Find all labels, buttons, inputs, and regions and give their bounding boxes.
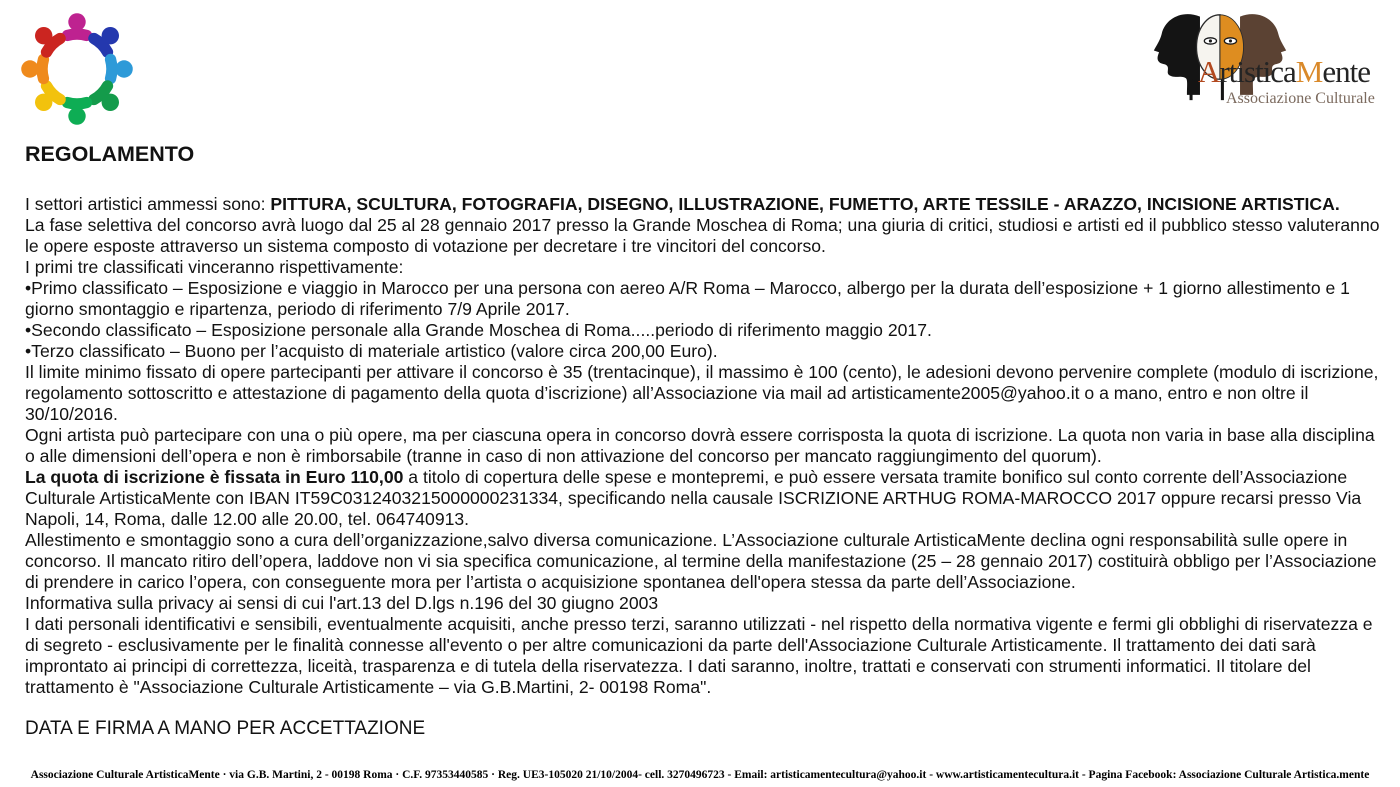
brand-letter-m: M [1295,54,1323,89]
paragraph: •Primo classificato – Esposizione e viaggio in Marocco per una persona con aereo A/R Roma – Marocco, albergo per la durata dell’esposizione + 1 giorno allestimento e 1 giorno smontaggio e ripartenza, periodo di riferimento 7/9 Aprile 2017. [25,278,1350,319]
footer-text: Associazione Culturale ArtisticaMente · via G.B. Martini, 2 - 00198 Roma · C.F. 97353440585 · Reg. UE3-105020 21/10/2004- cell. 3270496723 - Email: artisticamentecultura@yahoo.it - www.artisticamentecultura.it - Pagina Facebook: Associazione Culturale Artistica.mente [30,769,1370,781]
page-title: REGOLAMENTO [25,142,195,166]
people-circle-logo [16,5,138,133]
brand-letter-a: A [1198,54,1220,89]
brand-name [1198,54,1370,90]
paragraph: La fase selettiva del concorso avrà luogo dal 25 al 28 gennaio 2017 presso la Grande Moschea di Roma; una giuria di critici, studiosi e artisti ed il pubblico stesso valuteranno le opere esposte attraverso un sistema composto di votazione per decretare i tre vincitori del concorso. [25,215,1380,256]
body-text [25,194,1382,698]
paragraph: I settori artistici ammessi sono: PITTURA, SCULTURA, FOTOGRAFIA, DISEGNO, ILLUSTRAZIONE, FUMETTO, ARTE TESSILE - ARAZZO, INCISIONE ARTISTICA. [25,194,1340,214]
paragraph: Informativa sulla privacy ai sensi di cui l'art.13 del D.lgs n.196 del 30 giugno 2003 [25,593,659,613]
brand-text: ente [1322,54,1370,89]
brand-subtitle: Associazione Culturale [1226,90,1375,107]
document-content [25,142,1382,740]
paragraph: Il limite minimo fissato di opere partecipanti per attivare il concorso è 35 (trentacinque), il massimo è 100 (cento), le adesioni devono pervenire complete (modulo di iscrizione, regolamento sottoscritto e attestazione di pagamento della quota d’iscrizione) all’Associazione via mail ad artisticamente2005@yahoo.it o a mano, entro e non oltre il 30/10/2016. [25,362,1379,424]
acceptance-line: DATA E FIRMA A MANO PER ACCETTAZIONE [25,718,426,739]
paragraph: I dati personali identificativi e sensibili, eventualmente acquisiti, anche presso terzi, saranno utilizzati - nel rispetto della normativa vigente e fermi gli obblighi di riservatezza e di segreto - esclusivamente per le finalità connesse all'evento o per altre comunicazioni da parte dell'Associazione Culturale Artisticamente. Il trattamento dei dati sarà improntato ai principi di correttezza, liceità, trasparenza e di tutela della riservatezza. I dati saranno, inoltre, trattati e conservati con strumenti informatici. Il titolare del trattamento è "Associazione Culturale Artisticamente – via G.B.Martini, 2- 00198 Roma". [25,614,1373,697]
artisticamente-logo [1132,6,1394,116]
brand-text: rtistica [1219,54,1296,89]
paragraph: •Secondo classificato – Esposizione personale alla Grande Moschea di Roma.....periodo di riferimento maggio 2017. [25,320,932,340]
paragraph: •Terzo classificato – Buono per l’acquisto di materiale artistico (valore circa 200,00 Euro). [25,341,718,361]
paragraph: Ogni artista può partecipare con una o più opere, ma per ciascuna opera in concorso dovrà essere corrisposta la quota di iscrizione. La quota non varia in base alla disciplina o alle dimensioni dell’opera e non è rimborsabile (tranne in caso di non attivazione del concorso per mancato raggiungimento del quorum). [25,425,1375,466]
paragraph: I primi tre classificati vinceranno rispettivamente: [25,257,404,277]
paragraph: Allestimento e smontaggio sono a cura dell’organizzazione,salvo diversa comunicazione. L’Associazione culturale ArtisticaMente declina ogni responsabilità sulle opere in concorso. Il mancato ritiro dell’opera, laddove non vi sia specifica comunicazione, al termine della manifestazione (25 – 28 gennaio 2017) costituirà obbligo per l’Associazione di prendere in carico l’opera, con conseguente mora per l’artista o acquisizione spontanea dell'opera stessa da parte dell’Associazione. [25,530,1377,592]
people-circle-icon [16,5,138,133]
paragraph: La quota di iscrizione è fissata in Euro 110,00 a titolo di copertura delle spese e montepremi, e può essere versata tramite bonifico sul conto corrente dell’Associazione Culturale ArtisticaMente con IBAN IT59C0312403215000000231334, specificando nella causale ISCRIZIONE ARTHUG ROMA-MAROCCO 2017 oppure recarsi presso Via Napoli, 14, Roma, dalle 12.00 alle 20.00, tel. 064740913. [25,467,1362,529]
